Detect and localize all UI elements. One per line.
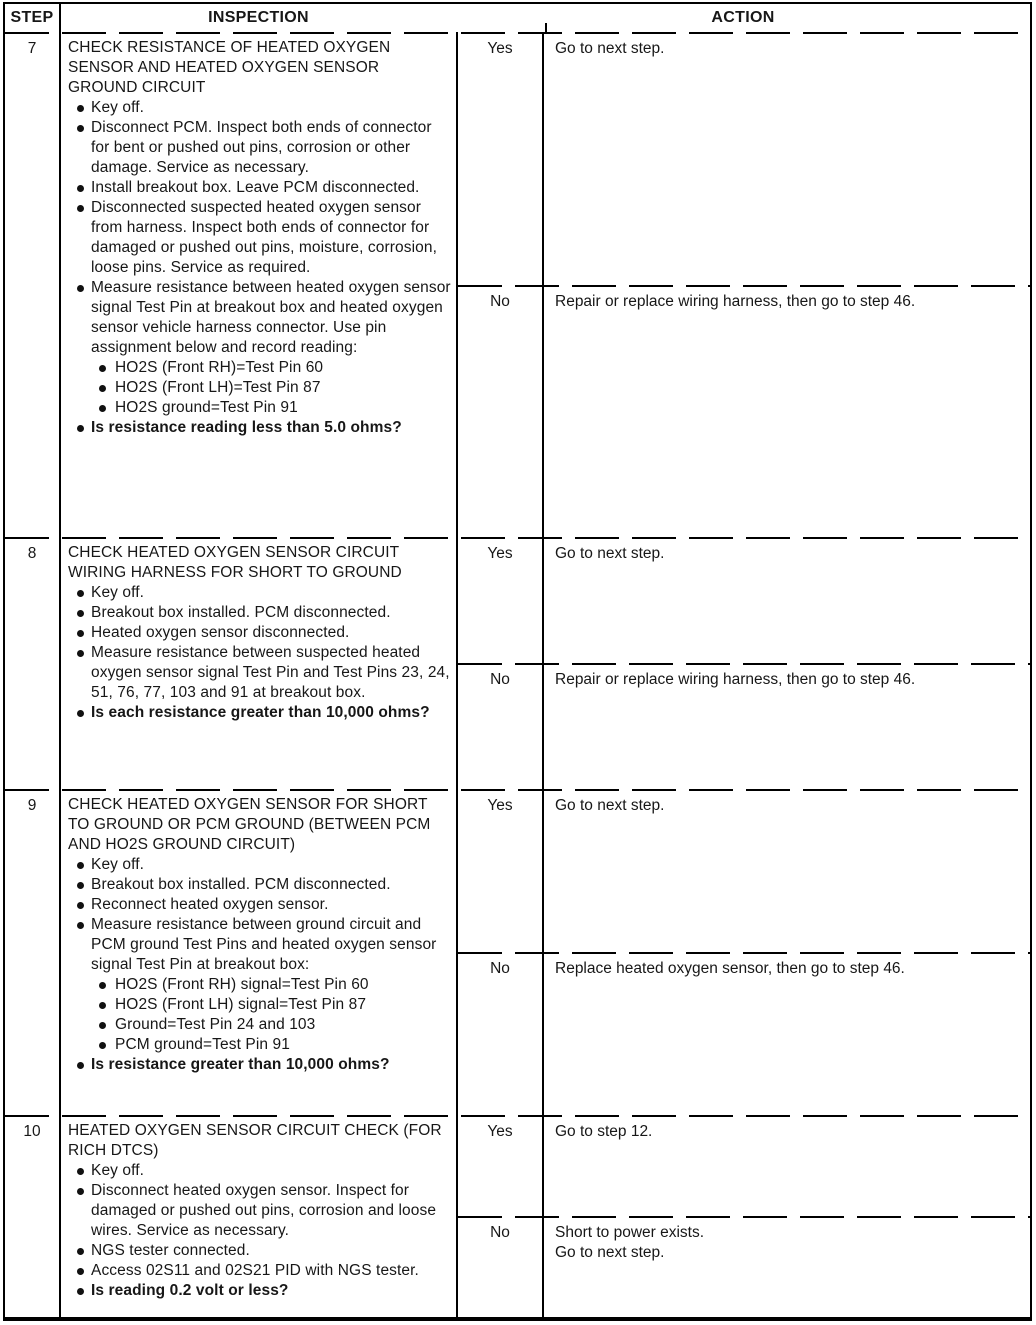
inspection-cell [59, 1115, 456, 1317]
answer-label: No [490, 960, 510, 977]
inspection-cell [59, 32, 456, 537]
procedure-bullet: Measure resistance between ground circuit and PCM ground Test Pins and heated oxygen sensor signal Test Pin at breakout box: [68, 915, 451, 975]
step-number: 10 [23, 1123, 41, 1140]
action-cell [456, 1115, 1030, 1317]
answer-label: Yes [487, 545, 513, 562]
question-bullet: Is resistance reading less than 5.0 ohms? [68, 418, 451, 438]
inspection-cell [59, 537, 456, 789]
pin-assignment-bullet: HO2S (Front LH)=Test Pin 87 [68, 378, 451, 398]
action-text-line: Go to next step. [555, 545, 665, 562]
answer-label: Yes [487, 40, 513, 57]
procedure-bullet: Disconnected suspected heated oxygen sensor from harness. Inspect both ends of connector for damaged or pushed out pins, moisture, corrosion, loose pins. Service as required. [68, 198, 451, 278]
inspection-bullet-list [68, 1161, 451, 1301]
action-text-line: Repair or replace wiring harness, then go to step 46. [555, 671, 916, 688]
action-text [542, 1115, 1030, 1216]
action-branch [458, 952, 1030, 1115]
column-header-step: STEP [10, 9, 54, 26]
table-row [5, 1115, 1030, 1317]
action-text-line: Short to power exists. [555, 1224, 705, 1241]
action-cell [456, 789, 1030, 1115]
procedure-bullet: Install breakout box. Leave PCM disconnected. [68, 178, 451, 198]
table-row [5, 537, 1030, 789]
action-text [542, 32, 1030, 285]
action-cell [456, 537, 1030, 789]
inspection-bullet-list [68, 583, 451, 723]
action-branch [458, 663, 1030, 789]
step-number: 9 [27, 797, 37, 814]
action-text [542, 952, 1030, 1115]
action-text [542, 1216, 1030, 1317]
pin-assignment-bullet: PCM ground=Test Pin 91 [68, 1035, 451, 1055]
procedure-bullet: Key off. [68, 1161, 451, 1181]
action-branch [458, 1216, 1030, 1317]
action-text [542, 789, 1030, 952]
diagnostic-table [3, 2, 1032, 1321]
inspection-bullet-list [68, 98, 451, 438]
procedure-bullet: Measure resistance between heated oxygen sensor signal Test Pin at breakout box and heated oxygen sensor vehicle harness connector. Use pin assignment below and record reading: [68, 278, 451, 358]
answer-label: Yes [487, 797, 513, 814]
action-text [542, 537, 1030, 663]
procedure-bullet: Access 02S11 and 02S21 PID with NGS tester. [68, 1261, 451, 1281]
table-header-row [5, 4, 1030, 32]
table-row [5, 32, 1030, 537]
action-text-line: Go to step 12. [555, 1123, 653, 1140]
action-cell [456, 32, 1030, 537]
procedure-bullet: Key off. [68, 583, 451, 603]
pin-assignment-bullet: HO2S (Front RH) signal=Test Pin 60 [68, 975, 451, 995]
action-branch [458, 32, 1030, 285]
procedure-bullet: NGS tester connected. [68, 1241, 451, 1261]
action-branch [458, 1115, 1030, 1216]
inspection-title: CHECK HEATED OXYGEN SENSOR FOR SHORT TO GROUND OR PCM GROUND (BETWEEN PCM AND HO2S GROUND CIRCUIT) [68, 796, 431, 853]
procedure-bullet: Disconnect heated oxygen sensor. Inspect for damaged or pushed out pins, corrosion and loose wires. Service as necessary. [68, 1181, 451, 1241]
step-number: 8 [27, 545, 37, 562]
procedure-bullet: Measure resistance between suspected heated oxygen sensor signal Test Pin and Test Pins 23, 24, 51, 76, 77, 103 and 91 at breakout box. [68, 643, 451, 703]
step-number: 7 [27, 40, 37, 57]
table-row [5, 789, 1030, 1115]
action-text-line: Replace heated oxygen sensor, then go to step 46. [555, 960, 905, 977]
answer-label: No [490, 671, 510, 688]
action-text-line: Go to next step. [555, 40, 665, 57]
action-branch [458, 285, 1030, 538]
pin-assignment-bullet: Ground=Test Pin 24 and 103 [68, 1015, 451, 1035]
action-branch [458, 537, 1030, 663]
procedure-bullet: Heated oxygen sensor disconnected. [68, 623, 451, 643]
inspection-title: HEATED OXYGEN SENSOR CIRCUIT CHECK (FOR RICH DTCS) [68, 1122, 442, 1159]
action-branch [458, 789, 1030, 952]
procedure-bullet: Key off. [68, 855, 451, 875]
action-text-line: Go to next step. [555, 1244, 665, 1261]
inspection-title: CHECK RESISTANCE OF HEATED OXYGEN SENSOR AND HEATED OXYGEN SENSOR GROUND CIRCUIT [68, 39, 391, 96]
action-text-line: Go to next step. [555, 797, 665, 814]
procedure-bullet: Breakout box installed. PCM disconnected. [68, 603, 451, 623]
procedure-bullet: Key off. [68, 98, 451, 118]
procedure-bullet: Reconnect heated oxygen sensor. [68, 895, 451, 915]
action-text-line: Repair or replace wiring harness, then go to step 46. [555, 292, 916, 310]
pin-assignment-bullet: HO2S (Front LH) signal=Test Pin 87 [68, 995, 451, 1015]
pin-assignment-bullet: HO2S ground=Test Pin 91 [68, 398, 451, 418]
procedure-bullet: Disconnect PCM. Inspect both ends of connector for bent or pushed out pins, corrosion or other damage. Service as necessary. [68, 118, 451, 178]
answer-label: No [490, 292, 510, 310]
question-bullet: Is each resistance greater than 10,000 ohms? [68, 703, 451, 723]
pin-assignment-bullet: HO2S (Front RH)=Test Pin 60 [68, 358, 451, 378]
question-bullet: Is reading 0.2 volt or less? [68, 1281, 451, 1301]
action-text [542, 285, 1030, 538]
answer-label: No [490, 1224, 510, 1241]
inspection-title: CHECK HEATED OXYGEN SENSOR CIRCUIT WIRING HARNESS FOR SHORT TO GROUND [68, 544, 402, 581]
answer-label: Yes [487, 1123, 513, 1140]
question-bullet: Is resistance greater than 10,000 ohms? [68, 1055, 451, 1075]
column-header-action: ACTION [711, 9, 775, 26]
action-text [542, 663, 1030, 789]
inspection-cell [59, 789, 456, 1115]
inspection-bullet-list [68, 855, 451, 1075]
column-header-inspection: INSPECTION [59, 4, 456, 32]
procedure-bullet: Breakout box installed. PCM disconnected. [68, 875, 451, 895]
